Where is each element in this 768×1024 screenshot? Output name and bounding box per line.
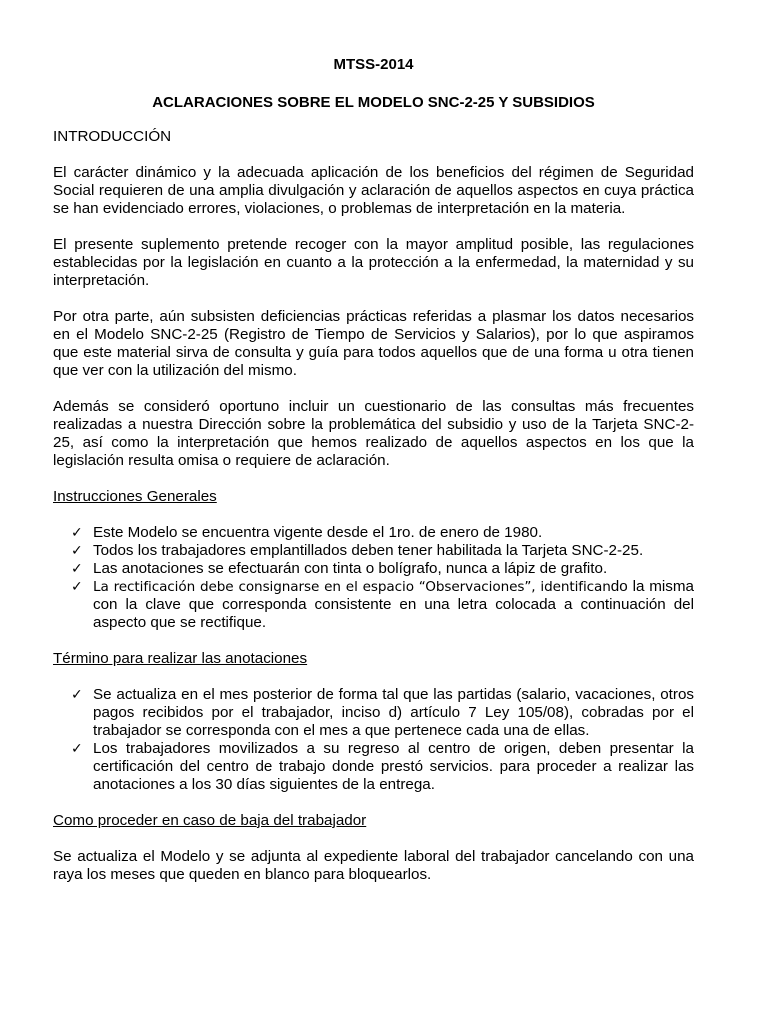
- checkmark-icon: ✓: [71, 579, 83, 595]
- checkmark-icon: ✓: [71, 561, 83, 577]
- checkmark-icon: ✓: [71, 543, 83, 559]
- document-title: MTSS-2014: [333, 56, 414, 73]
- list-item: [71, 560, 694, 578]
- list-item-text: Las anotaciones se efectuarán con tinta o bolígrafo, nunca a lápiz de grafito.: [93, 560, 608, 577]
- intro-paragraph-3: Por otra parte, aún subsisten deficiencias prácticas referidas a plasmar los datos necesarios en el Modelo SNC-2-25 (Registro de Tiempo de Servicios y Salarios), por lo que aspiramos que este material sirva de consulta y guía para todos aquellos que de una forma u otra tienen que ver con la utilización del mismo.: [53, 308, 694, 379]
- section-title-worker-discharge: Como proceder en caso de baja del trabajador: [53, 812, 367, 829]
- list-item-text: Los trabajadores movilizados a su regreso al centro de origen, deben presentar la certificación del centro de trabajo donde prestó servicios. para proceder a realizar las anotaciones a los 30 días siguientes de la entrega.: [93, 740, 694, 793]
- list-item-text: Se actualiza en el mes posterior de forma tal que las partidas (salario, vacaciones, otros pagos recibidos por el trabajador, inciso d) artículo 7 Ley 105/08), cobradas por el trabajador se corresponda con el mes a que pertenece cada una de ellas.: [93, 686, 694, 739]
- section-title-annotation-term: Término para realizar las anotaciones: [53, 650, 308, 667]
- list-item: [71, 686, 694, 740]
- intro-paragraph-4: Además se consideró oportuno incluir un cuestionario de las consultas más frecuentes realizadas a nuestra Dirección sobre la problemática del subsidio y uso de la Tarjeta SNC-2-25, así como la interpretación que hemos realizado de aquellos aspectos en los que la legislación resulta omisa o requiere de aclaración.: [53, 398, 694, 469]
- checkmark-icon: ✓: [71, 741, 83, 757]
- list-item-text: Este Modelo se encuentra vigente desde el 1ro. de enero de 1980.: [93, 524, 543, 541]
- list-item: [71, 578, 694, 632]
- document-page: [53, 56, 694, 902]
- list-item: [71, 740, 694, 794]
- list-item: [71, 542, 694, 560]
- checkmark-icon: ✓: [71, 525, 83, 541]
- general-instructions-list: [53, 524, 694, 632]
- checkmark-icon: ✓: [71, 687, 83, 703]
- list-item-text-part-2: do la misma con la clave que corresponda consistente en una letra colocada a continuación del aspecto que se rectifique.: [93, 578, 695, 631]
- intro-heading: INTRODUCCIÓN: [53, 128, 172, 145]
- list-item-text-part-1: La rectificación debe consignarse en el espacio “Observaciones”, identifican: [93, 579, 611, 595]
- intro-paragraph-1: El carácter dinámico y la adecuada aplicación de los beneficios del régimen de Seguridad Social requieren de una amplia divulgación y aclaración de aquellos aspectos en cuya práctica se han evidenciado errores, violaciones, o problemas de interpretación en la materia.: [53, 164, 694, 217]
- list-item: [71, 524, 694, 542]
- worker-discharge-paragraph: Se actualiza el Modelo y se adjunta al expediente laboral del trabajador cancelando con una raya los meses que queden en blanco para bloquearlos.: [53, 848, 694, 883]
- annotation-term-list: [53, 686, 694, 794]
- section-title-general-instructions: Instrucciones Generales: [53, 488, 217, 505]
- list-item-text: Todos los trabajadores emplantillados deben tener habilitada la Tarjeta SNC-2-25.: [93, 542, 644, 559]
- intro-paragraph-2: El presente suplemento pretende recoger con la mayor amplitud posible, las regulaciones establecidas por la legislación en cuanto a la protección a la enfermedad, la maternidad y su interpretación.: [53, 236, 694, 289]
- document-subtitle: ACLARACIONES SOBRE EL MODELO SNC-2-25 Y SUBSIDIOS: [152, 94, 595, 111]
